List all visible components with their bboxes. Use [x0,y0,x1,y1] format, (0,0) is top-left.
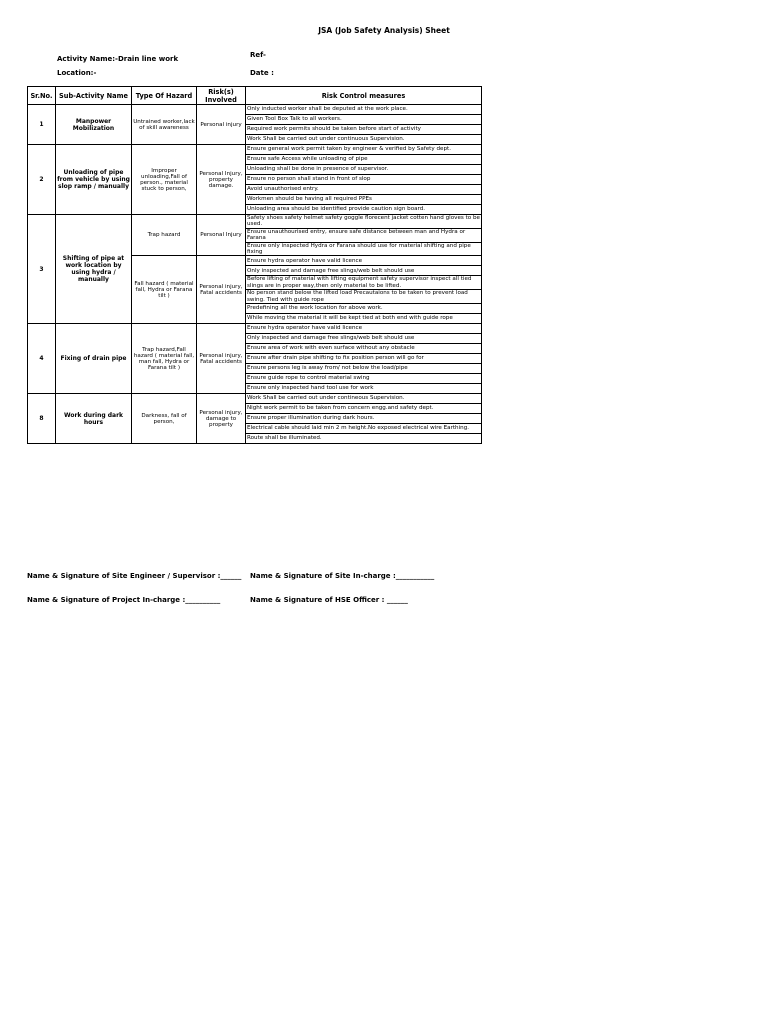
control-measure-cell: Electrical cable should laid min 2 m height.No exposed electrical wire Earthing. [246,424,482,434]
table-row [28,324,482,334]
signature-project-incharge: Name & Signature of Project In-charge :__________ [27,596,221,604]
risk-cell: Personal injury, damage to property [197,394,246,444]
control-measure-cell: No person stand below the lifted load Precautaions to be taken to prevent load swing. Tied with guide rope [246,290,482,304]
signature-site-engineer: Name & Signature of Site Engineer / Supervisor :______ [27,572,242,580]
control-measure-cell: Avoid unauthorised entry. [246,185,482,195]
sr-no-cell: 3 [28,215,56,324]
sr-no-cell: 2 [28,145,56,215]
sub-activity-cell: Fixing of drain pipe [56,324,132,394]
control-measure-cell: Ensure hydra operator have valid licence [246,324,482,334]
control-measure-cell: Ensure only inspected hand tool use for work [246,384,482,394]
control-measure-cell: Work Shall be carried out under contineous Supervision. [246,394,482,404]
control-measure-cell: Predefining all the work location for above work. [246,304,482,314]
control-measure-cell: Required work permits should be taken before start of activity [246,125,482,135]
control-measure-cell: Ensure unauthourised entry, ensure safe distance between man and Hydra or Farana [246,228,482,242]
control-measure-cell: Night work permit to be taken from concern engg.and safety dept. [246,404,482,414]
sr-no-cell: 8 [28,394,56,444]
control-measure-cell: While moving the material it will be kept tied at both end with guide rope [246,314,482,324]
risk-cell: Personal injury, Fatal accidents [197,324,246,394]
risk-cell: Personal Injury, property damage. [197,145,246,215]
hazard-cell: Improper unloading,Fall of person., material stuck to person, [132,145,197,215]
ref-label: Ref- [250,51,266,59]
control-measure-cell: Route shall be illuminated. [246,434,482,444]
hazard-cell: Trap hazard,Fall hazard ( material fall, man fall, Hydra or Farana tilt ) [132,324,197,394]
control-measure-cell: Before lifting of material with lifting equipment safety supervisor inspect all tied slings are in proper way,then only material to be lifted. [246,276,482,290]
sub-activity-cell: Shifting of pipe at work location by using hydra / manually [56,215,132,324]
date-label: Date : [250,69,274,77]
table-row [28,215,482,229]
control-measure-cell: Ensure guide rope to control material swing [246,374,482,384]
hazard-cell: Trap hazard [132,215,197,256]
sr-no-cell: 4 [28,324,56,394]
control-measure-cell: Safety shoes safety helmet safety goggle florecent jacket cotten hand gloves to be used. [247,215,480,228]
control-measure-cell: Workmen should be having all required PPEs [246,195,482,205]
page-title: JSA (Job Safety Analysis) Sheet [318,26,450,35]
control-measure-cell: Only inspected and damage free slings/web belt should use [246,334,482,344]
control-measure-cell: Ensure safe Access while unloading of pipe [246,155,482,165]
control-measure-cell: Ensure proper illumination during dark hours. [246,414,482,424]
table-row [28,105,482,115]
jsa-table [27,86,482,444]
control-measure-cell: Ensure hydra operator have valid licence [246,256,482,266]
control-measure-cell: Only inspected and damage free slings/web belt should use [246,266,482,276]
sub-activity-cell: Unloading of pipe from vehicle by using slop ramp / manually [56,145,132,215]
hazard-cell: Darkness, fall of person, [132,394,197,444]
activity-name: Activity Name:-Drain line work [57,55,179,63]
sub-activity-cell: Manpower Mobilization [56,105,132,145]
column-header-sub-activity: Sub-Activity Name [56,87,132,105]
table-header-row [28,87,482,105]
risk-cell: Personal injury, Fatal accidents [197,256,246,324]
column-header-risks: Risk(s) Involved [197,87,246,105]
control-measure-cell: Only inducted worker shall be deputed at the work place. [246,105,482,115]
control-measure-cell: Work Shall be carried out under continuous Supervision. [246,135,482,145]
control-measure-cell: Ensure area of work with even surface without any obstacle [246,344,482,354]
column-header-sr: Sr.No. [28,87,56,105]
control-measure-cell: Ensure no person shall stand in front of slop [246,175,482,185]
control-measure-cell: Unloading area should be identified provide caution sign board. [246,205,482,215]
control-measure-cell: Ensure after drain pipe shifting to fix position person will go for [246,354,482,364]
risk-cell: Personal injury [197,105,246,145]
location-label: Location:- [57,69,97,77]
hazard-cell: Untrained worker,lack of skill awareness [132,105,197,145]
control-measure-cell: Given Tool Box Talk to all workers. [246,115,482,125]
column-header-hazard: Type Of Hazard [132,87,197,105]
control-measure-cell: Unloading shall be done in presence of supervisor. [246,165,482,175]
table-row [28,145,482,155]
hazard-cell: Fall hazard ( material fall, Hydra or Farana tilt ) [132,256,197,324]
table-row [28,394,482,404]
sr-no-cell: 1 [28,105,56,145]
column-header-control-measures: Risk Control measures [246,87,482,105]
risk-cell: Personal Injury [197,215,246,256]
control-measure-cell: Ensure persons leg is away from/ not below the load/pipe [246,364,482,374]
control-measure-cell: Ensure general work permit taken by engineer & verified by Safety dept. [246,145,482,155]
signature-site-incharge: Name & Signature of Site In-charge :___________ [250,572,435,580]
control-measure-cell: Ensure only inspected Hydra or Farana should use for material shifting and pipe fixing [246,242,482,256]
sub-activity-cell: Work during dark hours [56,394,132,444]
signature-hse-officer: Name & Signature of HSE Officer : ______ [250,596,408,604]
